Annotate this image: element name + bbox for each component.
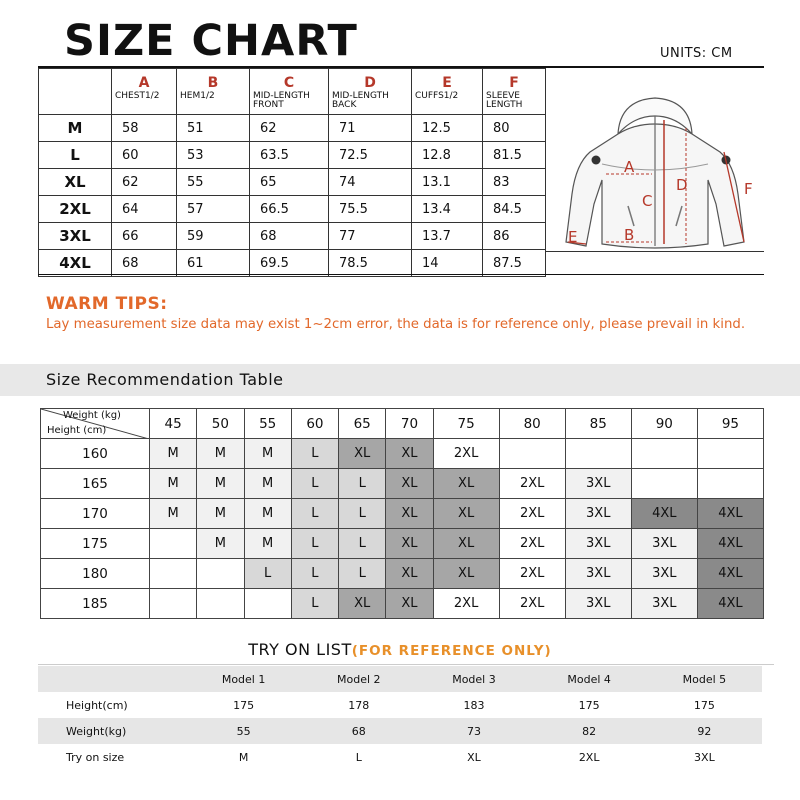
recommendation-title: Size Recommendation Table bbox=[46, 370, 284, 389]
size-cell: XL bbox=[386, 499, 433, 529]
measure-cell: 66 bbox=[112, 223, 177, 250]
height-row-180 bbox=[41, 559, 764, 589]
height-label: 185 bbox=[41, 589, 150, 619]
size-cell: 2XL bbox=[433, 589, 499, 619]
size-cell bbox=[150, 559, 197, 589]
measure-cell: 74 bbox=[329, 169, 412, 196]
try-cell: 175 bbox=[578, 698, 600, 712]
size-cell: 2XL bbox=[499, 559, 565, 589]
weight-header: 95 bbox=[697, 409, 763, 439]
column-header-f bbox=[483, 69, 546, 115]
measure-cell: 13.1 bbox=[412, 169, 483, 196]
size-cell: M bbox=[197, 469, 244, 499]
size-cell bbox=[565, 439, 631, 469]
diagram-label-c: C bbox=[642, 192, 653, 210]
size-cell: 4XL bbox=[631, 499, 697, 529]
units-label: UNITS: CM bbox=[660, 46, 733, 61]
size-cell: M bbox=[244, 439, 291, 469]
measure-cell: 63.5 bbox=[250, 142, 329, 169]
try-on-title bbox=[0, 640, 800, 659]
measure-cell: 69.5 bbox=[250, 250, 329, 277]
measure-cell: 71 bbox=[329, 115, 412, 142]
weight-header: 70 bbox=[386, 409, 433, 439]
diagram-label-b: B bbox=[624, 226, 635, 244]
row-label-spacer bbox=[38, 666, 186, 692]
warm-tips-title: WARM TIPS: bbox=[46, 294, 168, 314]
measure-cell: 58 bbox=[112, 115, 177, 142]
measure-cell: 59 bbox=[177, 223, 250, 250]
size-cell: 4XL bbox=[697, 529, 763, 559]
diagram-label-d: D bbox=[676, 176, 688, 194]
measure-cell: 55 bbox=[177, 169, 250, 196]
try-on-divider bbox=[38, 664, 774, 665]
column-label: CHEST1/2 bbox=[115, 91, 160, 101]
size-cell: L bbox=[291, 499, 338, 529]
diagram-label-f: F bbox=[744, 180, 753, 198]
try-cell: 175 bbox=[693, 698, 715, 712]
height-label: 175 bbox=[41, 529, 150, 559]
size-cell: 3XL bbox=[565, 589, 631, 619]
size-cell: XL bbox=[386, 469, 433, 499]
page-title: SIZE CHART bbox=[64, 16, 358, 66]
measure-cell: 83 bbox=[483, 169, 546, 196]
size-cell: M bbox=[244, 499, 291, 529]
size-cell: XL bbox=[433, 499, 499, 529]
weight-header: 75 bbox=[433, 409, 499, 439]
column-letter: F bbox=[509, 75, 519, 91]
size-cell: 2XL bbox=[499, 589, 565, 619]
diagram-label-e: E bbox=[568, 228, 578, 246]
height-row-165 bbox=[41, 469, 764, 499]
size-row-4xl bbox=[39, 250, 546, 277]
size-cell: XL bbox=[386, 529, 433, 559]
column-letter: E bbox=[442, 75, 452, 91]
measure-cell: 12.8 bbox=[412, 142, 483, 169]
size-cell: 2XL bbox=[499, 469, 565, 499]
size-cell: 3XL bbox=[565, 529, 631, 559]
size-cell: M bbox=[150, 499, 197, 529]
size-cell: XL bbox=[339, 439, 386, 469]
size-cell: 4XL bbox=[697, 499, 763, 529]
size-cell: M bbox=[150, 469, 197, 499]
measure-cell: 13.7 bbox=[412, 223, 483, 250]
weight-header: 60 bbox=[291, 409, 338, 439]
column-header-e bbox=[412, 69, 483, 115]
measure-cell: 66.5 bbox=[250, 196, 329, 223]
measure-cell: 13.4 bbox=[412, 196, 483, 223]
size-cell: L bbox=[291, 529, 338, 559]
measure-cell: 68 bbox=[250, 223, 329, 250]
model-header: Model 2 bbox=[301, 666, 416, 692]
size-cell: M bbox=[197, 529, 244, 559]
size-cell: M bbox=[150, 439, 197, 469]
measure-cell: 12.5 bbox=[412, 115, 483, 142]
size-cell: 2XL bbox=[433, 439, 499, 469]
try-cell: M bbox=[238, 750, 249, 764]
try-cell: 92 bbox=[647, 718, 762, 744]
size-row-m bbox=[39, 115, 546, 142]
column-letter: D bbox=[364, 75, 376, 91]
model-header: Model 3 bbox=[416, 666, 531, 692]
column-header-b bbox=[177, 69, 250, 115]
size-cell: XL bbox=[433, 529, 499, 559]
height-label: 160 bbox=[41, 439, 150, 469]
size-cell: L bbox=[291, 469, 338, 499]
measure-cell: 65 bbox=[250, 169, 329, 196]
height-label: 180 bbox=[41, 559, 150, 589]
warm-tips-text: Lay measurement size data may exist 1~2cm error, the data is for reference only, please prevail in kind. bbox=[46, 317, 746, 332]
measure-cell: 68 bbox=[112, 250, 177, 277]
size-cell: L bbox=[291, 559, 338, 589]
size-cell: XL bbox=[386, 439, 433, 469]
measure-cell: 81.5 bbox=[483, 142, 546, 169]
measure-cell: 64 bbox=[112, 196, 177, 223]
size-cell: L bbox=[291, 589, 338, 619]
column-header-c bbox=[250, 69, 329, 115]
model-header: Model 5 bbox=[647, 666, 762, 692]
diagram-label-a: A bbox=[624, 158, 635, 176]
size-cell bbox=[631, 439, 697, 469]
size-cell: M bbox=[197, 499, 244, 529]
size-chart-header-row bbox=[39, 69, 546, 115]
try-cell: 2XL bbox=[578, 750, 600, 764]
size-cell: XL bbox=[433, 559, 499, 589]
measure-cell: 60 bbox=[112, 142, 177, 169]
size-cell: XL bbox=[386, 559, 433, 589]
try-row-weight bbox=[38, 718, 762, 744]
weight-header: 55 bbox=[244, 409, 291, 439]
size-cell: 3XL bbox=[631, 559, 697, 589]
measure-cell: 62 bbox=[112, 169, 177, 196]
weight-header: 50 bbox=[197, 409, 244, 439]
measure-cell: 86 bbox=[483, 223, 546, 250]
size-cell: 3XL bbox=[631, 529, 697, 559]
size-cell: M bbox=[244, 529, 291, 559]
size-cell: M bbox=[197, 439, 244, 469]
size-cell bbox=[499, 439, 565, 469]
row-label: Height(cm) bbox=[66, 698, 128, 712]
height-axis-label: Height (cm) bbox=[47, 425, 107, 436]
height-row-170 bbox=[41, 499, 764, 529]
size-label: 3XL bbox=[39, 223, 112, 250]
size-label: L bbox=[39, 142, 112, 169]
row-label: Weight(kg) bbox=[38, 718, 186, 744]
height-label: 170 bbox=[41, 499, 150, 529]
size-cell: 3XL bbox=[565, 499, 631, 529]
column-label: SLEEVE LENGTH bbox=[486, 91, 523, 110]
measure-cell: 84.5 bbox=[483, 196, 546, 223]
try-cell: XL bbox=[467, 750, 481, 764]
size-cell bbox=[631, 469, 697, 499]
size-cell bbox=[697, 469, 763, 499]
size-recommendation-table bbox=[40, 408, 764, 619]
row-label: Try on size bbox=[66, 750, 125, 764]
size-cell bbox=[697, 439, 763, 469]
size-cell: L bbox=[339, 529, 386, 559]
try-cell: 178 bbox=[348, 698, 370, 712]
try-cell: 3XL bbox=[694, 750, 715, 764]
measure-cell: 62 bbox=[250, 115, 329, 142]
try-row-height bbox=[38, 692, 762, 718]
size-cell: XL bbox=[386, 589, 433, 619]
size-label: 2XL bbox=[39, 196, 112, 223]
column-label: CUFFS1/2 bbox=[415, 91, 459, 101]
column-letter: A bbox=[138, 75, 150, 91]
jacket-icon bbox=[546, 94, 764, 251]
size-cell: 3XL bbox=[565, 469, 631, 499]
weight-header: 80 bbox=[499, 409, 565, 439]
size-cell bbox=[150, 589, 197, 619]
measure-cell: 72.5 bbox=[329, 142, 412, 169]
measure-cell: 51 bbox=[177, 115, 250, 142]
size-cell: XL bbox=[433, 469, 499, 499]
size-cell: 4XL bbox=[697, 589, 763, 619]
try-on-heading: TRY ON LIST bbox=[248, 640, 352, 659]
measure-cell: 53 bbox=[177, 142, 250, 169]
height-row-175 bbox=[41, 529, 764, 559]
try-on-note: (FOR REFERENCE ONLY) bbox=[351, 643, 552, 659]
column-label: MID-LENGTH BACK bbox=[332, 91, 389, 110]
column-label: HEM1/2 bbox=[180, 91, 215, 101]
try-cell: 73 bbox=[416, 718, 531, 744]
size-cell: 4XL bbox=[697, 559, 763, 589]
weight-header: 85 bbox=[565, 409, 631, 439]
try-cell: 183 bbox=[463, 698, 485, 712]
measure-cell: 14 bbox=[412, 250, 483, 277]
measure-cell: 78.5 bbox=[329, 250, 412, 277]
weight-header: 65 bbox=[339, 409, 386, 439]
height-row-185 bbox=[41, 589, 764, 619]
size-cell: 3XL bbox=[631, 589, 697, 619]
size-cell: 3XL bbox=[565, 559, 631, 589]
size-cell: L bbox=[291, 439, 338, 469]
weight-axis-label: Weight (kg) bbox=[63, 410, 121, 421]
size-label: M bbox=[39, 115, 112, 142]
size-cell: M bbox=[244, 469, 291, 499]
size-cell: L bbox=[244, 559, 291, 589]
weight-header: 90 bbox=[631, 409, 697, 439]
measure-cell: 80 bbox=[483, 115, 546, 142]
table-corner-cell bbox=[41, 409, 150, 439]
size-chart-bottom-rule bbox=[38, 274, 764, 275]
try-cell: L bbox=[355, 750, 362, 764]
measure-cell: 61 bbox=[177, 250, 250, 277]
try-cell: 68 bbox=[301, 718, 416, 744]
size-cell: L bbox=[339, 559, 386, 589]
size-cell: L bbox=[339, 469, 386, 499]
try-cell: 175 bbox=[233, 698, 255, 712]
try-cell: 82 bbox=[532, 718, 647, 744]
measure-cell: 57 bbox=[177, 196, 250, 223]
measure-cell: 75.5 bbox=[329, 196, 412, 223]
size-row-2xl bbox=[39, 196, 546, 223]
size-row-l bbox=[39, 142, 546, 169]
measure-cell: 87.5 bbox=[483, 250, 546, 277]
size-cell bbox=[197, 559, 244, 589]
model-header: Model 1 bbox=[186, 666, 301, 692]
size-chart-corner bbox=[39, 69, 112, 115]
try-cell: 55 bbox=[186, 718, 301, 744]
weight-header: 45 bbox=[150, 409, 197, 439]
height-row-160 bbox=[41, 439, 764, 469]
height-label: 165 bbox=[41, 469, 150, 499]
size-row-xl bbox=[39, 169, 546, 196]
size-cell: 2XL bbox=[499, 529, 565, 559]
weight-header-row bbox=[41, 409, 764, 439]
size-cell bbox=[197, 589, 244, 619]
size-cell: L bbox=[339, 499, 386, 529]
size-cell bbox=[150, 529, 197, 559]
column-header-d bbox=[329, 69, 412, 115]
size-label: 4XL bbox=[39, 250, 112, 277]
column-label: MID-LENGTH FRONT bbox=[253, 91, 310, 110]
measure-cell: 77 bbox=[329, 223, 412, 250]
column-letter: C bbox=[283, 75, 295, 91]
column-header-a bbox=[112, 69, 177, 115]
size-cell bbox=[244, 589, 291, 619]
size-cell: XL bbox=[339, 589, 386, 619]
model-header-row bbox=[38, 666, 762, 692]
size-chart-table bbox=[38, 68, 546, 277]
column-letter: B bbox=[207, 75, 219, 91]
size-row-3xl bbox=[39, 223, 546, 250]
model-header: Model 4 bbox=[532, 666, 647, 692]
try-on-table bbox=[38, 666, 762, 770]
size-cell: 2XL bbox=[499, 499, 565, 529]
jacket-diagram-frame bbox=[546, 94, 764, 252]
try-row-size bbox=[38, 744, 762, 770]
size-label: XL bbox=[39, 169, 112, 196]
